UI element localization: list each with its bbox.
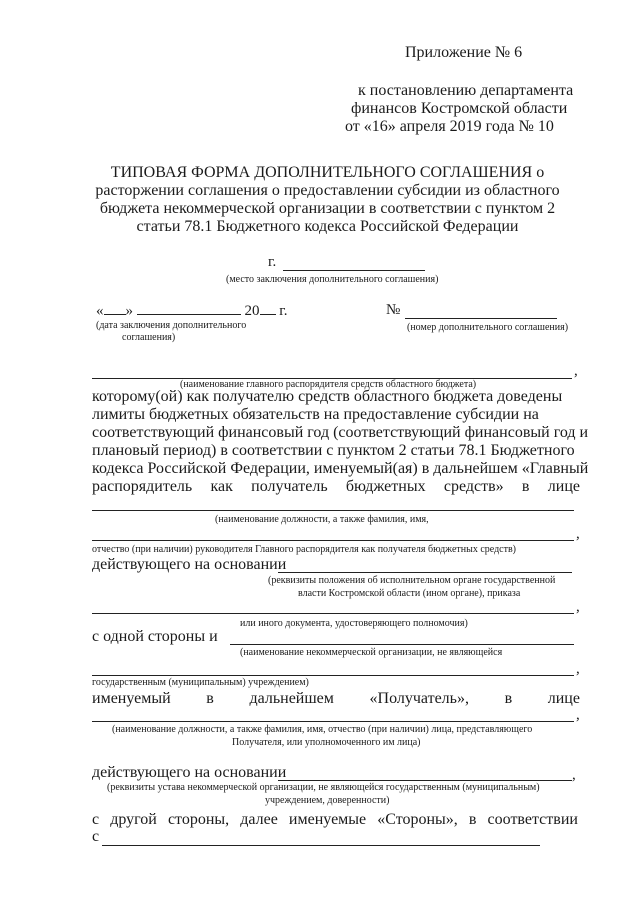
named-recipient-row: именуемый в дальнейшем «Получатель», в лице: [92, 690, 580, 707]
para1-line-1: которому(ой) как получателю средств областного бюджета доведены: [92, 388, 563, 405]
patronymic-caption: отчество (при наличии) руководителя Главного распорядителя как получателя бюджетных средств): [92, 544, 517, 555]
acting-basis-label-2: действующего на основании: [92, 764, 287, 781]
place-caption: (место заключения дополнительного соглашения): [226, 274, 439, 285]
acting-basis-field-2[interactable]: [278, 780, 572, 781]
month-field[interactable]: [137, 302, 241, 315]
comma: ,: [576, 707, 580, 723]
para1-line-5: кодекса Российской Федерации, именуемый(ая) в дальнейшем «Главный: [92, 460, 589, 477]
main-distributor-caption: (наименование главного распорядителя средств областного бюджета): [180, 379, 477, 390]
patronymic-field[interactable]: [92, 540, 574, 541]
resolution-line-2: финансов Костромской области: [351, 100, 568, 117]
date-field-row: [96, 302, 287, 320]
recipient-person-field[interactable]: [92, 721, 574, 722]
nco-name-caption: (наименование некоммерческой организации, не являющейся: [240, 647, 503, 658]
recipient-caption-1: (наименование должности, а также фамилия, имя, отчество (при наличии) лица, представляющего: [112, 724, 533, 735]
number-caption: (номер дополнительного соглашения): [407, 322, 569, 333]
para1-line-4: плановый период) в соответствии с пунктом 2 статьи 78.1 Бюджетного: [92, 442, 575, 459]
para1-line-2: лимиты бюджетных обязательств на предоставление субсидии на: [92, 406, 539, 423]
number-sign: №: [386, 302, 401, 318]
other-side-row: с другой стороны, далее именуемые «Стороны», в соответствии: [92, 811, 578, 828]
state-inst-caption: государственным (муниципальным) учреждением): [92, 677, 309, 688]
year-field[interactable]: [260, 302, 276, 315]
date-caption-1: (дата заключения дополнительного: [96, 320, 247, 331]
last-line-field[interactable]: [102, 845, 540, 846]
charter-caption-1: (реквизиты устава некоммерческой организации, не являющейся государственным (муниципальным): [107, 782, 540, 793]
last-line-prefix: с: [92, 828, 100, 845]
resolution-line-1: к постановлению департамента: [358, 82, 574, 99]
comma: ,: [574, 363, 578, 379]
requisites-caption-1: (реквизиты положения об исполнительном органе государственной: [268, 575, 556, 586]
one-side-label: с одной стороны и: [92, 628, 218, 645]
resolution-line-3: от «16» апреля 2019 года № 10: [345, 118, 554, 135]
comma: ,: [576, 661, 580, 677]
quote-close: »: [125, 303, 133, 319]
comma: ,: [572, 767, 576, 783]
title-line-2: расторжении соглашения о предоставлении субсидии из областного: [95, 182, 560, 199]
title-line-1: ТИПОВАЯ ФОРМА ДОПОЛНИТЕЛЬНОГО СОГЛАШЕНИЯ о: [110, 164, 545, 181]
place-field[interactable]: [283, 270, 425, 271]
other-doc-caption: или иного документа, удостоверяющего полномочия): [240, 618, 468, 629]
city-prefix: г.: [268, 254, 277, 270]
appendix-number: Приложение № 6: [405, 44, 523, 61]
position-caption: (наименование должности, а также фамилия, имя,: [215, 514, 429, 525]
para1-line-3: соответствующий финансовый год (соответствующий финансовый год и: [92, 424, 589, 441]
position-name-field[interactable]: [92, 510, 574, 511]
agreement-number-field[interactable]: [405, 318, 557, 319]
comma: ,: [576, 526, 580, 542]
para1-line-6: распорядитель как получатель бюджетных средств» в лице: [92, 478, 580, 495]
acting-basis-field[interactable]: [278, 572, 572, 573]
title-line-3: бюджета некоммерческой организации в соответствии с пунктом 2: [99, 200, 556, 217]
nco-name-field[interactable]: [230, 644, 574, 645]
requisites-caption-2: власти Костромской области (ином органе), приказа: [298, 588, 521, 599]
recipient-caption-2: Получателя, или уполномоченного им лица): [232, 737, 421, 748]
title-line-4: статьи 78.1 Бюджетного кодекса Российской Федерации: [136, 218, 519, 235]
date-caption-2: соглашения): [122, 332, 176, 343]
day-field[interactable]: [104, 302, 126, 315]
charter-caption-2: учреждением, доверенности): [265, 795, 390, 806]
acting-basis-label: действующего на основании: [92, 556, 287, 573]
comma: ,: [576, 599, 580, 615]
quote-open: «: [96, 303, 104, 319]
other-doc-field[interactable]: [92, 613, 574, 614]
year-prefix: 20: [244, 303, 260, 319]
state-inst-field[interactable]: [92, 675, 574, 676]
year-suffix: г.: [279, 303, 288, 319]
